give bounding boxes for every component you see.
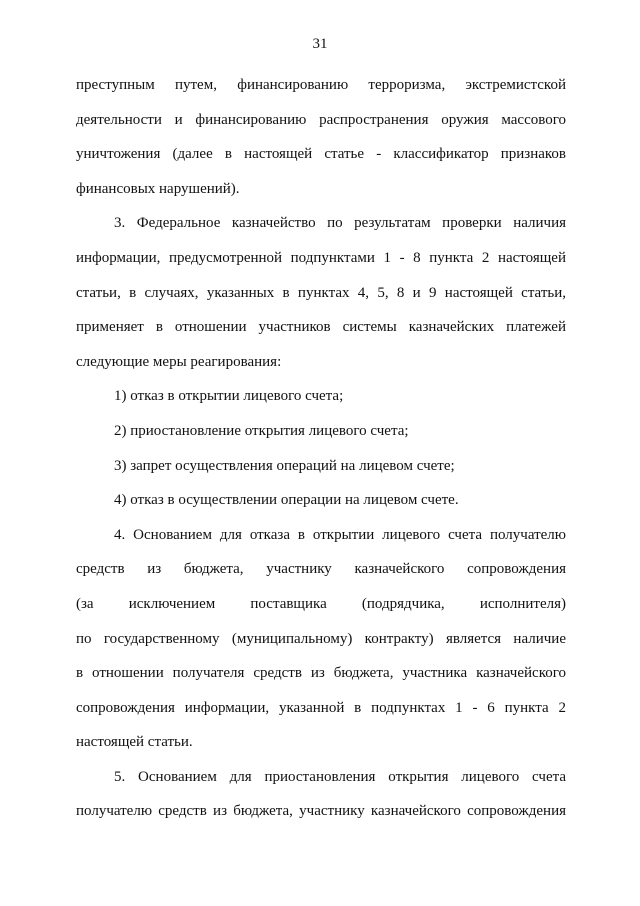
text-line: информации, предусмотренной подпунктами 1 - 8 пункта 2 настоящей xyxy=(76,249,566,266)
text-line: деятельности и финансированию распространения оружия массового xyxy=(76,111,566,128)
page-number: 31 xyxy=(312,36,328,52)
text-line: 3) запрет осуществления операций на лицевом счете; xyxy=(114,457,455,474)
document-body xyxy=(76,68,566,829)
text-line: 4. Основанием для отказа в открытии лицевого счета получателю xyxy=(114,526,566,543)
text-line: по государственному (муниципальному) контракту) является наличие xyxy=(76,630,566,647)
text-line: финансовых нарушений). xyxy=(76,180,240,197)
text-line: средств из бюджета, участнику казначейского сопровождения xyxy=(76,561,566,578)
text-line: настоящей статьи. xyxy=(76,734,193,751)
text-line: статьи, в случаях, указанных в пунктах 4, 5, 8 и 9 настоящей статьи, xyxy=(76,284,566,301)
text-line: следующие меры реагирования: xyxy=(76,353,282,370)
text-line: 4) отказ в осуществлении операции на лицевом счете. xyxy=(114,492,459,509)
text-line: получателю средств из бюджета, участнику казначейского сопровождения xyxy=(76,803,566,820)
text-line: в отношении получателя средств из бюджета, участника казначейского xyxy=(76,665,566,682)
text-line: 5. Основанием для приостановления открытия лицевого счета xyxy=(114,768,566,785)
text-line: применяет в отношении участников системы казначейских платежей xyxy=(76,319,566,336)
text-line: 3. Федеральное казначейство по результатам проверки наличия xyxy=(114,215,566,232)
text-line: 1) отказ в открытии лицевого счета; xyxy=(114,388,344,405)
text-line: 2) приостановление открытия лицевого счета; xyxy=(114,422,409,439)
text-line: сопровождения информации, указанной в подпунктах 1 - 6 пункта 2 xyxy=(76,699,566,716)
text-line: уничтожения (далее в настоящей статье - классификатор признаков xyxy=(76,146,566,163)
text-line: преступным путем, финансированию терроризма, экстремистской xyxy=(76,77,566,93)
text-line: (за исключением поставщика (подрядчика, исполнителя) xyxy=(76,595,566,612)
